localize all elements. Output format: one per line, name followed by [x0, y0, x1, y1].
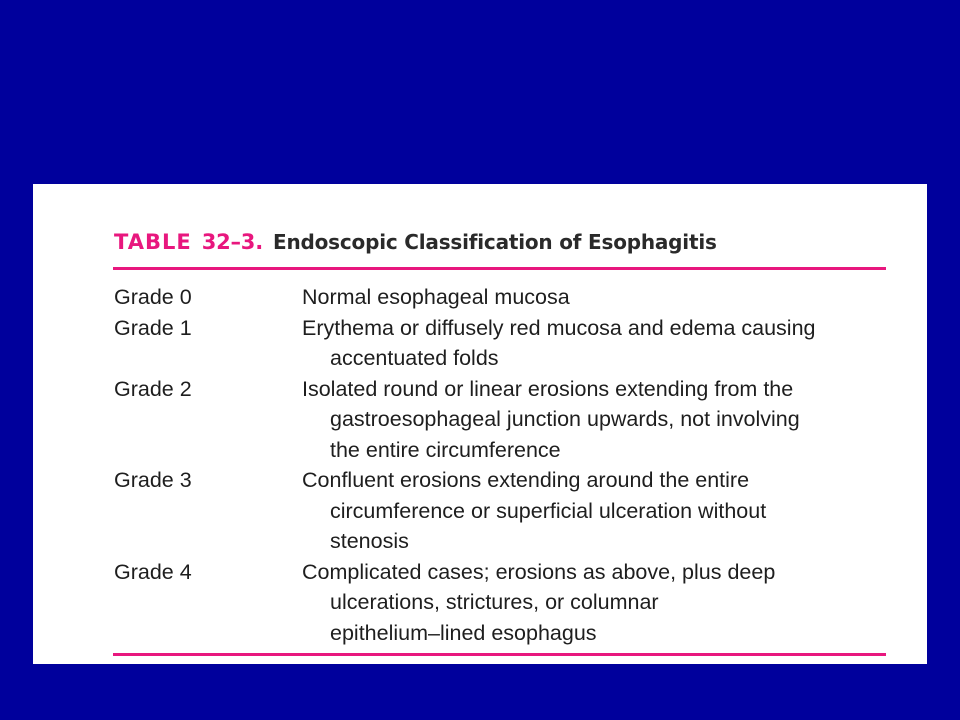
description-line: Confluent erosions extending around the entire	[302, 468, 750, 492]
table-rows	[114, 282, 894, 648]
table-row-grade-2	[114, 374, 894, 466]
table-row-grade-1	[114, 313, 894, 374]
description-line: Normal esophageal mucosa	[302, 285, 570, 309]
description-line: epithelium–lined esophagus	[330, 620, 597, 645]
top-rule	[113, 267, 886, 270]
description-line: Isolated round or linear erosions extending from the	[302, 376, 794, 401]
table-title	[114, 227, 717, 257]
grade-description	[302, 282, 894, 313]
grade-label: Grade 3	[114, 468, 192, 492]
grade-label: Grade 1	[114, 315, 192, 340]
grade-label: Grade 4	[114, 559, 192, 584]
table-row-grade-3	[114, 465, 894, 557]
table-panel	[33, 184, 927, 664]
table-row-grade-0	[114, 282, 894, 313]
description-line: Complicated cases; erosions as above, plus deep	[302, 559, 776, 584]
table-title-text: Endoscopic Classification of Esophagitis	[273, 230, 717, 254]
grade-label: Grade 2	[114, 376, 192, 401]
description-line: Erythema or diffusely red mucosa and edema causing	[302, 315, 816, 340]
grade-description	[302, 465, 894, 557]
description-line: accentuated folds	[330, 346, 499, 370]
table-number: 32–3.	[201, 230, 264, 254]
description-line: gastroesophageal junction upwards, not involving	[330, 407, 800, 431]
bottom-rule	[113, 653, 886, 656]
grade-description	[302, 557, 894, 649]
description-line: the entire circumference	[330, 437, 561, 462]
grade-label: Grade 0	[114, 285, 192, 309]
table-label: TABLE	[114, 230, 192, 254]
description-line: ulcerations, strictures, or columnar	[330, 590, 659, 614]
table-row-grade-4	[114, 557, 894, 649]
grade-description	[302, 374, 894, 466]
description-line: circumference or superficial ulceration without	[330, 498, 767, 523]
grade-description	[302, 313, 894, 374]
description-line: stenosis	[330, 529, 409, 553]
